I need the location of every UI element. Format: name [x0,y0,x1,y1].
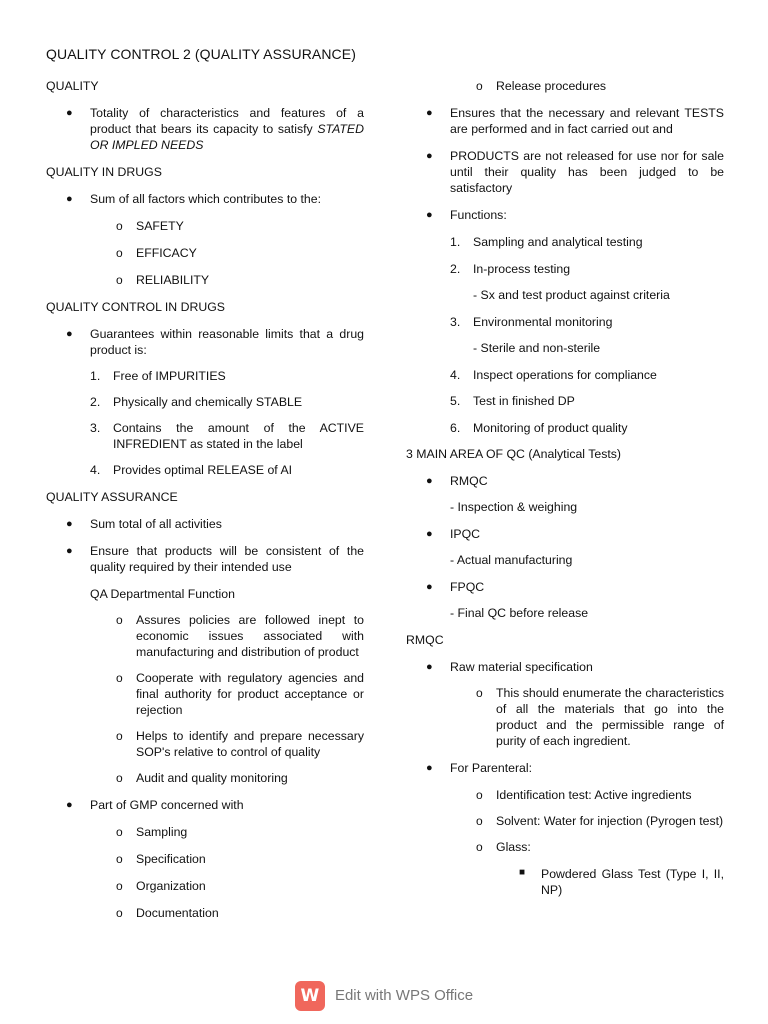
list-item: ■ Powdered Glass Test (Type I, II, NP) [519,867,724,897]
heading-main-area: 3 MAIN AREA OF QC (Analytical Tests) [406,447,622,461]
list-item: 3. Contains the amount of the ACTIVE INFREDIENT as stated in the label [90,421,364,451]
list-item: 2. Physically and chemically STABLE [90,395,303,409]
list-item: 2. In-process testing [450,262,571,276]
list-item: ● Part of GMP concerned with [66,798,244,812]
bullet-icon: ● [426,762,433,774]
list-item: o EFFICACY [116,246,197,260]
heading-rmqc: RMQC [406,633,444,647]
note-text: - Final QC before release [450,606,589,620]
note-text: - Inspection & weighing [450,500,578,514]
list-item: o Release procedures [476,79,607,93]
circle-bullet-icon: o [476,788,483,802]
circle-bullet-icon: o [116,273,123,287]
heading-quality: QUALITY [46,79,99,93]
list-item: o Specification [116,852,206,866]
list-item: o Solvent: Water for injection (Pyrogen test) [476,814,724,828]
list-item: ● Sum of all factors which contributes to the: [66,192,322,206]
list-item: ● Sum total of all activities [66,517,222,531]
list-item: 1. Free of IMPURITIES [90,369,226,383]
list-item: ● For Parenteral: [426,761,533,775]
list-item: o Documentation [116,906,219,920]
bullet-icon: ● [426,528,433,540]
list-item: ● Functions: [426,208,507,222]
list-item: o Organization [116,879,206,893]
note-text: - Sx and test product against criteria [473,288,670,302]
list-item: ● IPQC [426,527,481,541]
bullet-icon: ● [66,328,73,340]
list-item: ● PRODUCTS are not released for use nor for sale until their quality has been judged to be satisfactory [426,149,724,195]
list-item: ● Guarantees within reasonable limits that a drug product is: [66,327,364,357]
list-item: o Assures policies are followed inept to economic issues associated with manufacturing and distribution of product [116,613,364,659]
list-item: 4. Inspect operations for compliance [450,368,657,382]
list-item: o Cooperate with regulatory agencies and final authority for product acceptance or rejection [116,671,364,717]
list-item: 4. Provides optimal RELEASE of AI [90,463,293,477]
bullet-icon: ● [426,475,433,487]
list-item: o Glass: [476,840,531,854]
note-text: - Actual manufacturing [450,553,573,567]
circle-bullet-icon: o [116,671,123,685]
list-item: ● Totality of characteristics and features of a product that bears its capacity to satisfy STATED OR IMPLED NEEDS [66,106,364,152]
list-item: o SAFETY [116,219,184,233]
wps-watermark[interactable] [0,979,768,1013]
heading-quality-assurance: QUALITY ASSURANCE [46,490,178,504]
circle-bullet-icon: o [116,825,123,839]
document-title: QUALITY CONTROL 2 (QUALITY ASSURANCE) [46,46,356,62]
circle-bullet-icon: o [116,613,123,627]
list-item: ● Ensures that the necessary and relevant TESTS are performed and in fact carried out and [426,106,724,136]
circle-bullet-icon: o [116,906,123,920]
list-item: 3. Environmental monitoring [450,315,613,329]
circle-bullet-icon: o [476,814,483,828]
bullet-icon: ● [66,545,73,557]
circle-bullet-icon: o [116,852,123,866]
note-text: - Sterile and non-sterile [473,341,601,355]
bullet-icon: ● [426,209,433,221]
circle-bullet-icon: o [116,879,123,893]
list-item: ● Raw material specification [426,660,593,674]
wps-logo-icon: W [295,981,325,1011]
bullet-icon: ● [426,581,433,593]
list-item: o Helps to identify and prepare necessary SOP's relative to control of quality [116,729,364,759]
list-item: o RELIABILITY [116,273,210,287]
heading-quality-in-drugs: QUALITY IN DRUGS [46,165,162,179]
watermark-text: Edit with WPS Office [334,987,474,1004]
left-column [46,78,364,921]
bullet-icon: ● [66,518,73,530]
circle-bullet-icon: o [476,79,483,93]
bullet-icon: ● [426,107,433,119]
circle-bullet-icon: o [476,686,483,700]
list-item: ● Ensure that products will be consistent of the quality required by their intended use [66,544,364,574]
circle-bullet-icon: o [476,840,483,854]
list-item: 6. Monitoring of product quality [450,421,628,435]
list-item: ● RMQC [426,474,488,488]
list-item: ● FPQC [426,580,485,594]
list-item: o Audit and quality monitoring [116,771,288,785]
list-item: 1. Sampling and analytical testing [450,235,643,249]
bullet-icon: ● [66,107,73,119]
square-bullet-icon: ■ [519,867,526,878]
circle-bullet-icon: o [116,729,123,743]
bullet-icon: ● [66,799,73,811]
subheading-qa-function: QA Departmental Function [90,587,235,601]
bullet-icon: ● [426,150,433,162]
list-item: o This should enumerate the characteristics of all the materials that go into the product and the permissible range of purity of each ingredient. [476,686,724,748]
heading-quality-control: QUALITY CONTROL IN DRUGS [46,300,226,314]
bullet-icon: ● [66,193,73,205]
circle-bullet-icon: o [116,219,123,233]
list-item: 5. Test in finished DP [450,394,575,408]
circle-bullet-icon: o [116,246,123,260]
list-item: o Identification test: Active ingredients [476,788,692,802]
right-column [406,78,724,898]
list-item: o Sampling [116,825,188,839]
bullet-icon: ● [426,661,433,673]
circle-bullet-icon: o [116,771,123,785]
